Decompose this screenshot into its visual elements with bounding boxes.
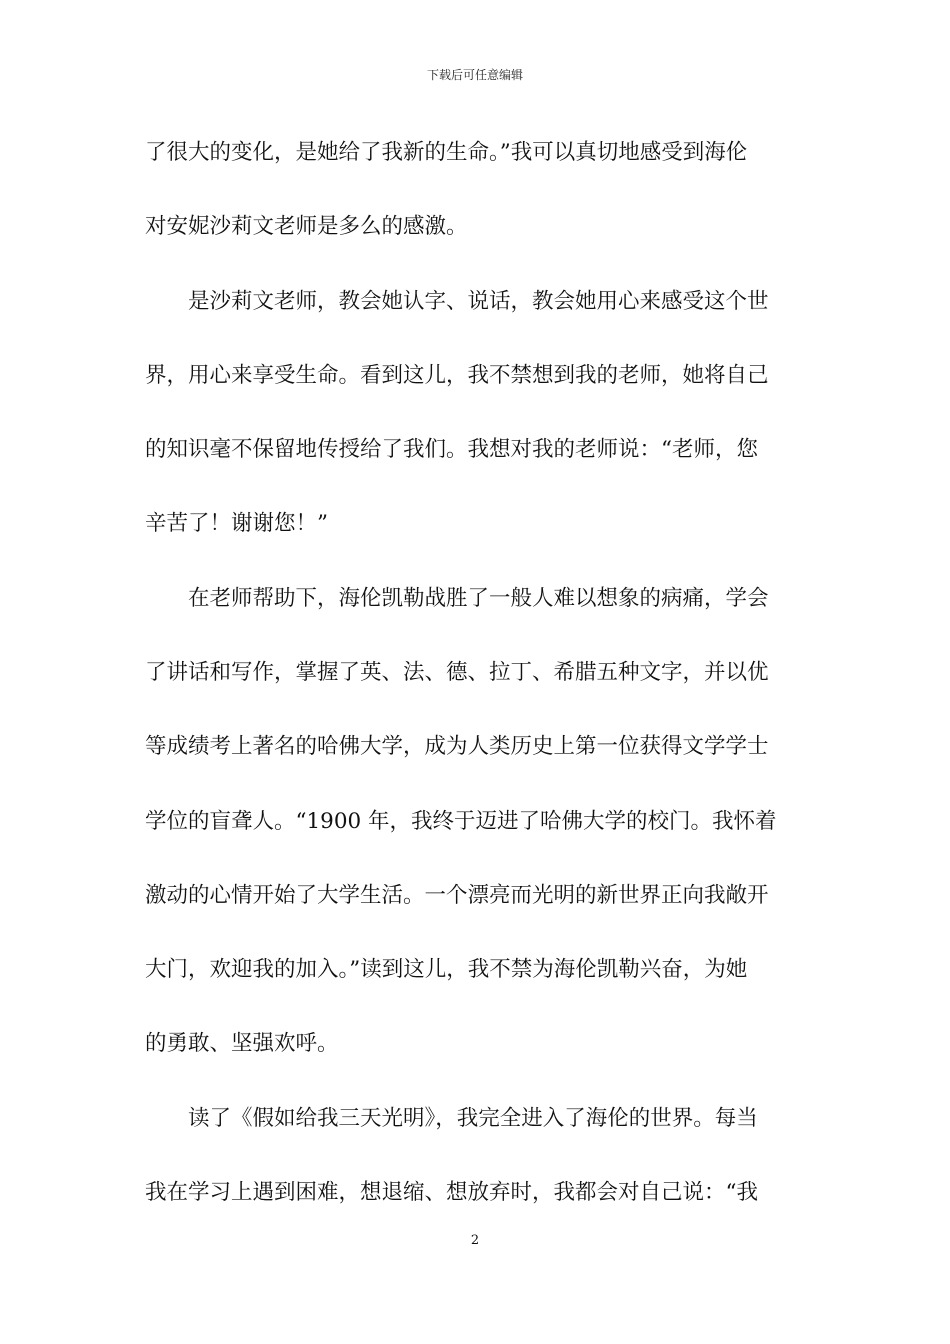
text-line-9: 等成绩考上著名的哈佛大学，成为人类历史上第一位获得文学学士 — [145, 734, 769, 759]
text-line-2: 对安妮沙莉文老师是多么的感激。 — [145, 214, 468, 239]
text-line-10: 学位的盲聋人。“1900 年，我终于迈进了哈佛大学的校门。我怀着 — [145, 809, 777, 834]
text-line-8: 了讲话和写作，掌握了英、法、德、拉丁、希腊五种文字，并以优 — [145, 660, 769, 685]
text-line-5: 的知识毫不保留地传授给了我们。我想对我的老师说：“老师，您 — [145, 437, 758, 462]
text-line-6: 辛苦了！谢谢您！” — [145, 511, 328, 536]
page-number: 2 — [470, 1233, 480, 1248]
text-line-12: 大门，欢迎我的加入。”读到这儿，我不禁为海伦凯勒兴奋，为她 — [145, 957, 748, 982]
page-header: 下载后可任意编辑 — [426, 68, 523, 82]
text-line-11: 激动的心情开始了大学生活。一个漂亮而光明的新世界正向我敞开 — [145, 883, 769, 908]
text-line-3: 是沙莉文老师，教会她认字、说话，教会她用心来感受这个世 — [145, 289, 769, 314]
text-line-13: 的勇敢、坚强欢呼。 — [145, 1031, 339, 1056]
text-line-1: 了很大的变化，是她给了我新的生命。”我可以真切地感受到海伦 — [145, 140, 748, 165]
text-line-15: 我在学习上遇到困难，想退缩、想放弃时，我都会对自己说：“我 — [145, 1180, 758, 1205]
text-line-4: 界，用心来享受生命。看到这儿，我不禁想到我的老师，她将自己 — [145, 363, 769, 388]
text-line-7: 在老师帮助下，海伦凯勒战胜了一般人难以想象的病痛，学会 — [145, 586, 769, 611]
text-line-14: 读了《假如给我三天光明》，我完全进入了海伦的世界。每当 — [145, 1106, 758, 1131]
